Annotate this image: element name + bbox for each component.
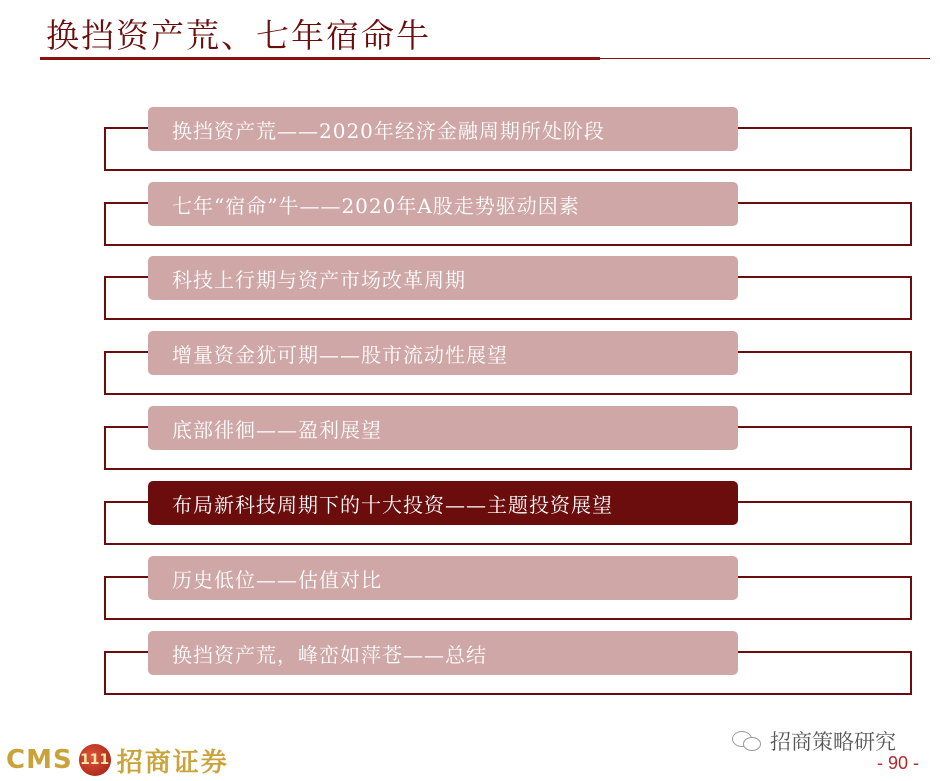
agenda-item-label[interactable]: 七年“宿命”牛——2020年A股走势驱动因素	[148, 182, 738, 226]
logo-latin-text: CMS	[6, 745, 73, 775]
company-logo	[6, 742, 229, 778]
agenda-item[interactable]	[104, 631, 912, 677]
agenda-item-label[interactable]: 底部徘徊——盈利展望	[148, 406, 738, 450]
logo-company-name: 招商证券	[116, 747, 229, 778]
logo-emblem-icon: 111	[79, 744, 111, 776]
agenda-item-label[interactable]: 换挡资产荒——2020年经济金融周期所处阶段	[148, 107, 738, 151]
agenda-item[interactable]	[104, 406, 912, 452]
wechat-watermark	[730, 726, 896, 756]
agenda-item[interactable]	[104, 182, 912, 228]
agenda-item[interactable]	[104, 331, 912, 377]
agenda-item[interactable]	[104, 256, 912, 302]
wechat-account-name: 招商策略研究	[770, 730, 896, 754]
agenda-item-label[interactable]: 换挡资产荒，峰峦如萍苍——总结	[148, 631, 738, 675]
page-number: - 90 -	[877, 753, 920, 773]
agenda-item[interactable]	[104, 556, 912, 602]
agenda-item-label[interactable]: 增量资金犹可期——股市流动性展望	[148, 331, 738, 375]
page-title: 换挡资产荒、七年宿命牛	[46, 16, 431, 55]
agenda-item[interactable]	[104, 107, 912, 153]
agenda-item-label-active[interactable]: 布局新科技周期下的十大投资——主题投资展望	[148, 481, 738, 525]
agenda-item-active[interactable]	[104, 481, 912, 527]
wechat-icon	[730, 728, 764, 754]
agenda-item-label[interactable]: 科技上行期与资产市场改革周期	[148, 256, 738, 300]
agenda-item-label[interactable]: 历史低位——估值对比	[148, 556, 738, 600]
